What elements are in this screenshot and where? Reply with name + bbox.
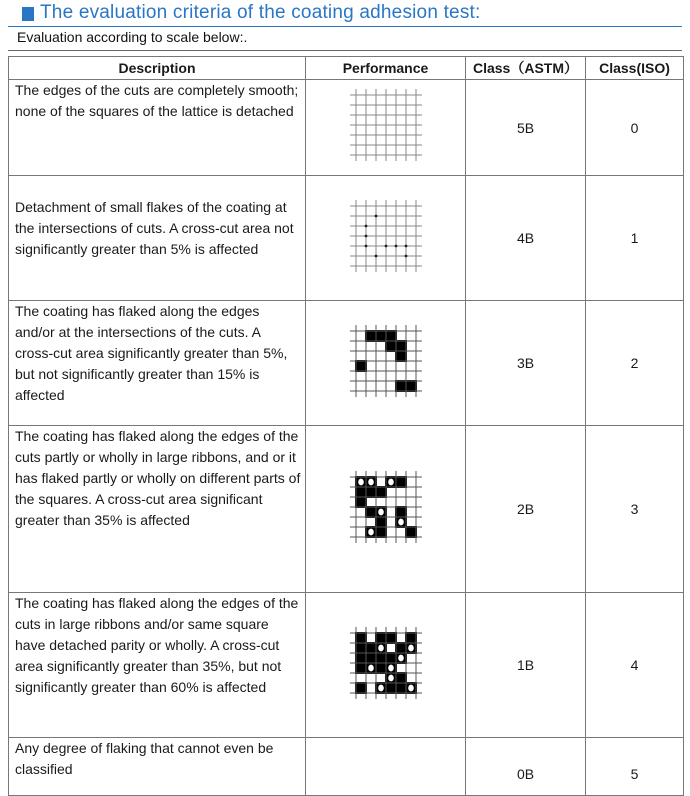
column-header-class-iso: Class(ISO) [586, 57, 684, 80]
row-description: Detachment of small flakes of the coating at the intersections of cuts. A cross-cut area not significantly greater than 5% is affected [9, 176, 306, 301]
row-class-iso: 3 [586, 426, 684, 593]
column-header-performance: Performance [306, 57, 466, 80]
row-performance [306, 80, 466, 176]
row-description: The coating has flaked along the edges and/or at the intersections of the cuts. A cross-cut area significantly greater than 5%, but not significantly greater than 15% is affected [9, 301, 306, 426]
row-performance [306, 738, 466, 796]
subtitle-divider [8, 50, 682, 51]
row-description: The coating has flaked along the edges of the cuts partly or wholly in large ribbons, and or it has flaked partly or wholly on different parts of the squares. A cross-cut area significant greater than 35% is affected [9, 426, 306, 593]
table-row [9, 426, 684, 593]
lattice-lines [350, 89, 422, 161]
row-performance [306, 176, 466, 301]
row-class-iso: 1 [586, 176, 684, 301]
row-class-astm: 0B [466, 738, 586, 796]
row-class-iso: 2 [586, 301, 684, 426]
section-header [8, 2, 682, 26]
row-class-astm: 1B [466, 593, 586, 738]
column-header-description: Description [9, 57, 306, 80]
cross-cut-pattern-image [341, 462, 431, 552]
row-description: The coating has flaked along the edges of the cuts in large ribbons and/or same square have detached parity or wholly. A cross-cut area significantly greater than 35%, but not significantly greater than 60% is affected [9, 593, 306, 738]
row-description: Any degree of flaking that cannot even be classified [9, 738, 306, 796]
square-bullet-icon [22, 7, 34, 21]
table-row [9, 80, 684, 176]
row-class-iso: 5 [586, 738, 684, 796]
row-description: The edges of the cuts are completely smooth; none of the squares of the lattice is detached [9, 80, 306, 176]
table-header-row [9, 57, 684, 80]
lattice-lines [350, 200, 422, 272]
row-class-astm: 4B [466, 176, 586, 301]
row-class-iso: 0 [586, 80, 684, 176]
row-class-astm: 2B [466, 426, 586, 593]
section-title: The evaluation criteria of the coating adhesion test: [40, 2, 481, 23]
cross-cut-pattern-image [341, 618, 431, 708]
table-row [9, 738, 684, 796]
table-row [9, 593, 684, 738]
row-performance [306, 426, 466, 593]
column-header-class-astm: Class（ASTM） [466, 57, 586, 80]
row-class-astm: 3B [466, 301, 586, 426]
row-class-astm: 5B [466, 80, 586, 176]
cross-cut-pattern-image [341, 191, 431, 281]
evaluation-table [8, 56, 684, 796]
title-underline [8, 26, 682, 27]
table-row [9, 176, 684, 301]
section-subtitle: Evaluation according to scale below:. [17, 29, 248, 45]
table-row [9, 301, 684, 426]
row-class-iso: 4 [586, 593, 684, 738]
cross-cut-pattern-image [341, 80, 431, 170]
cross-cut-pattern-image [341, 316, 431, 406]
row-performance [306, 593, 466, 738]
row-performance [306, 301, 466, 426]
